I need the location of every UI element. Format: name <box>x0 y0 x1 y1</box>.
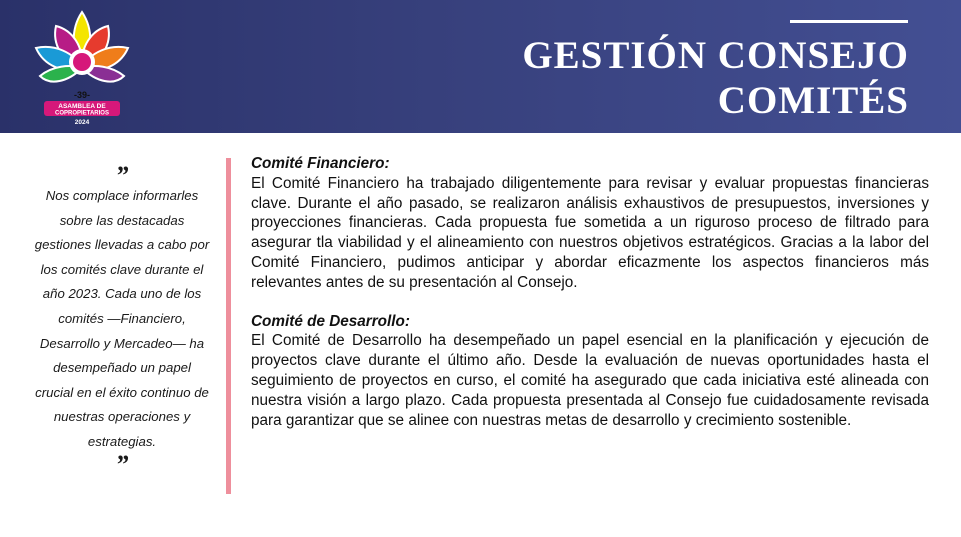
accent-divider <box>226 158 231 494</box>
header-banner <box>0 0 961 133</box>
page-title <box>349 33 909 123</box>
section-title: Comité de Desarrollo: <box>251 312 410 330</box>
page-title-line-2: COMITÉS <box>717 79 909 122</box>
open-quote-mark: ” <box>115 161 129 190</box>
logo-year: 2024 <box>74 119 90 126</box>
section-development-committee <box>251 312 929 431</box>
logo-line-2: COPROPIETARIOS <box>55 110 109 117</box>
section-title: Comité Financiero: <box>251 155 390 172</box>
header-rule <box>790 20 908 23</box>
logo-line-1: ASAMBLEA DE <box>58 103 106 110</box>
assembly-logo <box>32 6 132 128</box>
logo-number: -39- <box>73 90 91 100</box>
quote-text: Nos complace informarles sobre las destacadas gestiones llevadas a cabo por los comités clave durante el año 2023. Cada uno de los comités —Financiero, Desarrollo y Mercadeo— ha desempeñado un papel crucial en el éxito continuo de nuestras operaciones y estrategias. <box>34 188 210 449</box>
flower-petals-icon <box>36 12 128 82</box>
intro-quote <box>34 161 210 479</box>
close-quote-mark: ” <box>115 449 129 479</box>
section-financial-committee <box>251 154 929 293</box>
section-body: El Comité Financiero ha trabajado diligentemente para revisar y evaluar propuestas financieras clave. Durante el año pasado, se realizaron análisis exhaustivos de presupuestos, inversiones y proyecciones financieras. Cada propuesta fue sometida a un riguroso proceso de filtrado para asegurar tla viabilidad y el alineamiento con nuestros objetivos estratégicos. Gracias a la labor del Comité Financiero, pudimos anticipar y abordar eficazmente los aspectos financieros más relevantes antes de su presentación al Consejo. <box>251 174 929 291</box>
section-body: El Comité de Desarrollo ha desempeñado un papel esencial en la planificación y ejecución de proyectos clave durante el último año. Desde la evaluación de nuevas oportunidades hasta el seguimiento de proyectos en curso, el comité ha asegurado que cada iniciativa esté alineada con nuestra visión a largo plazo. Cada propuesta presentada al Consejo fue cuidadosamente revisada para garantizar que se alinee con nuestras metas de desarrollo y crecimiento sostenible. <box>251 332 929 429</box>
page-title-line-1: GESTIÓN CONSEJO <box>522 34 909 77</box>
committees-content <box>251 154 929 430</box>
